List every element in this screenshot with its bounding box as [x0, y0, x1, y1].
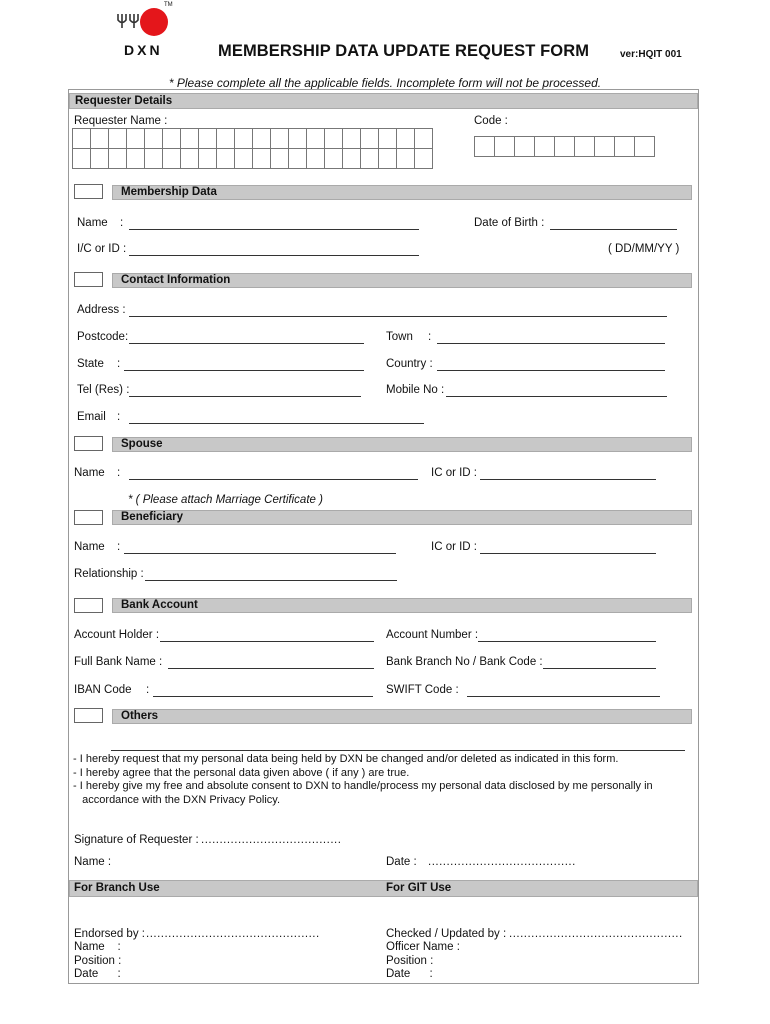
tel-field[interactable] [129, 396, 361, 397]
section-requester-title: Requester Details [75, 95, 173, 107]
account-number-field[interactable] [478, 641, 656, 642]
spouse-ic-label: IC or ID : [431, 467, 478, 479]
member-name-field[interactable] [129, 229, 419, 230]
section-spouse-title: Spouse [121, 438, 163, 450]
requester-name-sig-label: Name : [74, 856, 112, 868]
code-label: Code : [474, 115, 508, 127]
full-bank-name-field[interactable] [168, 668, 374, 669]
declaration-item: accordance with the DXN Privacy Policy. [73, 793, 281, 806]
email-field[interactable] [129, 423, 424, 424]
form-version: ver:HQIT 001 [620, 49, 682, 60]
brand-text: DXN [124, 42, 163, 58]
full-bank-name-label: Full Bank Name : [74, 656, 163, 668]
code-grid[interactable] [474, 136, 655, 157]
mobile-field[interactable] [446, 396, 667, 397]
tm-mark: TM [164, 2, 173, 8]
declaration-item: - I hereby agree that the personal data given above ( if any ) are true. [73, 766, 410, 779]
branch-date-label: Date : [74, 968, 121, 980]
dob-format: ( DD/MM/YY ) [608, 243, 680, 255]
section-membership-title: Membership Data [121, 186, 217, 198]
section-requester-header [69, 93, 698, 109]
spouse-ic-field[interactable] [480, 479, 656, 480]
beneficiary-name-label: Name [74, 541, 105, 553]
dxn-logo [112, 2, 180, 62]
spouse-name-colon: : [117, 467, 121, 479]
spouse-name-field[interactable] [129, 479, 418, 480]
bank-branch-label: Bank Branch No / Bank Code : [386, 656, 543, 668]
form-title: MEMBERSHIP DATA UPDATE REQUEST FORM [218, 42, 590, 60]
signature-label: Signature of Requester : [74, 834, 199, 846]
contact-checkbox[interactable] [74, 272, 103, 287]
requester-name-grid[interactable] [72, 128, 433, 169]
date-sig-label: Date : [386, 856, 417, 868]
swift-label: SWIFT Code : [386, 684, 459, 696]
checked-field[interactable]: ............................................... [509, 928, 683, 940]
town-colon: : [428, 331, 432, 343]
town-label: Town [386, 331, 413, 343]
beneficiary-checkbox[interactable] [74, 510, 103, 525]
section-contact-title: Contact Information [121, 274, 231, 286]
date-sig-field[interactable]: ........................................ [428, 856, 576, 868]
postcode-label: Postcode: [77, 331, 129, 343]
branch-name-label: Name : [74, 941, 121, 953]
section-others-title: Others [121, 710, 159, 722]
email-colon: : [117, 411, 121, 423]
branch-use-title: For Branch Use [74, 882, 160, 894]
mobile-label: Mobile No : [386, 384, 445, 396]
section-membership-header [112, 185, 692, 200]
section-beneficiary-title: Beneficiary [121, 511, 184, 523]
section-bank-header [112, 598, 692, 613]
postcode-field[interactable] [129, 343, 364, 344]
state-colon: : [117, 358, 121, 370]
iban-label: IBAN Code [74, 684, 132, 696]
requester-name-label: Requester Name : [74, 115, 168, 127]
form-frame [68, 89, 699, 984]
spouse-note: * ( Please attach Marriage Certificate ) [128, 494, 323, 506]
others-checkbox[interactable] [74, 708, 103, 723]
swift-field[interactable] [467, 696, 660, 697]
beneficiary-ic-field[interactable] [480, 553, 656, 554]
endorsed-label: Endorsed by : [74, 928, 145, 940]
beneficiary-name-field[interactable] [124, 553, 396, 554]
relationship-label: Relationship : [74, 568, 144, 580]
declaration-item: - I hereby request that my personal data being held by DXN be changed and/or deleted as indicated in this form. [73, 753, 619, 765]
declarations [73, 753, 693, 807]
declaration-item: - I hereby give my free and absolute consent to DXN to handle/process my personal data disclosed by me personally in [73, 780, 653, 792]
section-beneficiary-header [112, 510, 692, 525]
account-holder-label: Account Holder : [74, 629, 160, 641]
officer-name-label: Officer Name : [386, 941, 460, 953]
tel-label: Tel (Res) : [77, 384, 130, 396]
country-label: Country : [386, 358, 433, 370]
section-contact-header [112, 273, 692, 288]
address-label: Address : [77, 304, 126, 316]
state-label: State [77, 358, 104, 370]
iban-field[interactable] [153, 696, 373, 697]
email-label: Email [77, 411, 106, 423]
section-others-header [112, 709, 692, 724]
account-number-label: Account Number : [386, 629, 479, 641]
spouse-name-label: Name [74, 467, 105, 479]
beneficiary-ic-label: IC or ID : [431, 541, 478, 553]
endorsed-field[interactable]: ............................................... [146, 928, 320, 940]
dob-label: Date of Birth : [474, 217, 545, 229]
others-field[interactable] [111, 750, 685, 751]
account-holder-field[interactable] [160, 641, 374, 642]
section-spouse-header [112, 437, 692, 452]
git-use-title: For GIT Use [386, 882, 452, 894]
town-field[interactable] [437, 343, 665, 344]
member-name-label: Name [77, 217, 108, 229]
bank-branch-field[interactable] [543, 668, 656, 669]
member-ic-field[interactable] [129, 255, 419, 256]
country-field[interactable] [437, 370, 665, 371]
state-field[interactable] [124, 370, 364, 371]
address-field[interactable] [129, 316, 667, 317]
bank-checkbox[interactable] [74, 598, 103, 613]
iban-colon: : [146, 684, 150, 696]
signature-field[interactable]: ...................................... [201, 834, 342, 846]
relationship-field[interactable] [145, 580, 397, 581]
git-date-label: Date : [386, 968, 433, 980]
beneficiary-name-colon: : [117, 541, 121, 553]
membership-checkbox[interactable] [74, 184, 103, 199]
checked-label: Checked / Updated by : [386, 928, 507, 940]
branch-position-label: Position : [74, 955, 122, 967]
spouse-checkbox[interactable] [74, 436, 103, 451]
form-notice: * Please complete all the applicable fields. Incomplete form will not be processed. [168, 76, 602, 90]
dob-field[interactable] [550, 229, 677, 230]
member-ic-label: I/C or ID : [77, 243, 127, 255]
member-name-colon: : [120, 217, 124, 229]
section-bank-title: Bank Account [121, 599, 198, 611]
office-use-header [69, 880, 698, 897]
git-position-label: Position : [386, 955, 434, 967]
